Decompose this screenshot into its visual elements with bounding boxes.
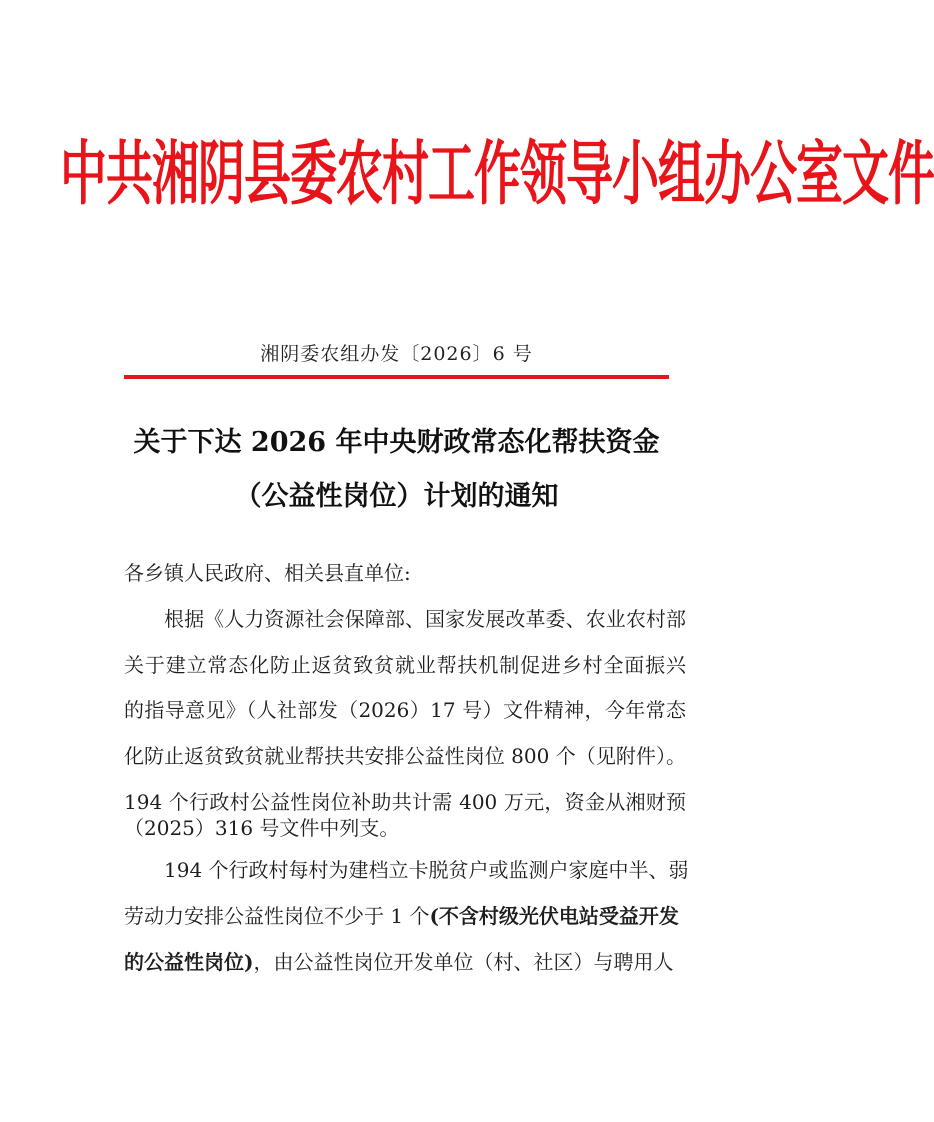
paragraph-2-text: ，由公益性岗位开发单位（村、社区）与聘用人 <box>253 950 674 974</box>
paragraph-1-line: 化防止返贫致贫就业帮扶共安排公益性岗位 800 个（见附件）。 <box>124 744 686 768</box>
paragraph-1-line: 194 个行政村公益性岗位补助共计需 400 万元，资金从湘财预 <box>124 790 686 814</box>
paragraph-1-line: 的指导意见》（人社部发（2026）17 号）文件精神，今年常态 <box>124 698 686 722</box>
paragraph-1-line: 关于建立常态化防止返贫致贫就业帮扶机制促进乡村全面振兴 <box>124 653 686 677</box>
paragraph-1-line: 根据《人力资源社会保障部、国家发展改革委、农业农村部 <box>164 607 686 631</box>
paragraph-2-text: 劳动力安排公益性岗位不少于 1 个 <box>124 904 430 928</box>
salutation: 各乡镇人民政府、相关县直单位: <box>124 561 411 585</box>
paragraph-2-line: 194 个行政村每村为建档立卡脱贫户或监测户家庭中半、弱 <box>164 858 689 882</box>
paragraph-1-line: （2025）316 号文件中列支。 <box>124 816 400 840</box>
masthead-title: 中共湘阴县委农村工作领导小组办公室文件 <box>60 134 934 216</box>
paragraph-2-bold-text: 的公益性岗位) <box>124 950 254 974</box>
notice-title-line-2: （公益性岗位）计划的通知 <box>234 481 559 512</box>
red-divider-line <box>124 375 669 379</box>
document-number: 湘阴委农组办发〔2026〕6 号 <box>260 343 533 365</box>
notice-title-line-1: 关于下达 2026 年中央财政常态化帮扶资金 <box>133 427 660 458</box>
paragraph-2-line <box>124 952 673 972</box>
paragraph-2-line <box>124 906 679 926</box>
paragraph-2-bold-text: (不含村级光伏电站受益开发 <box>429 904 679 928</box>
